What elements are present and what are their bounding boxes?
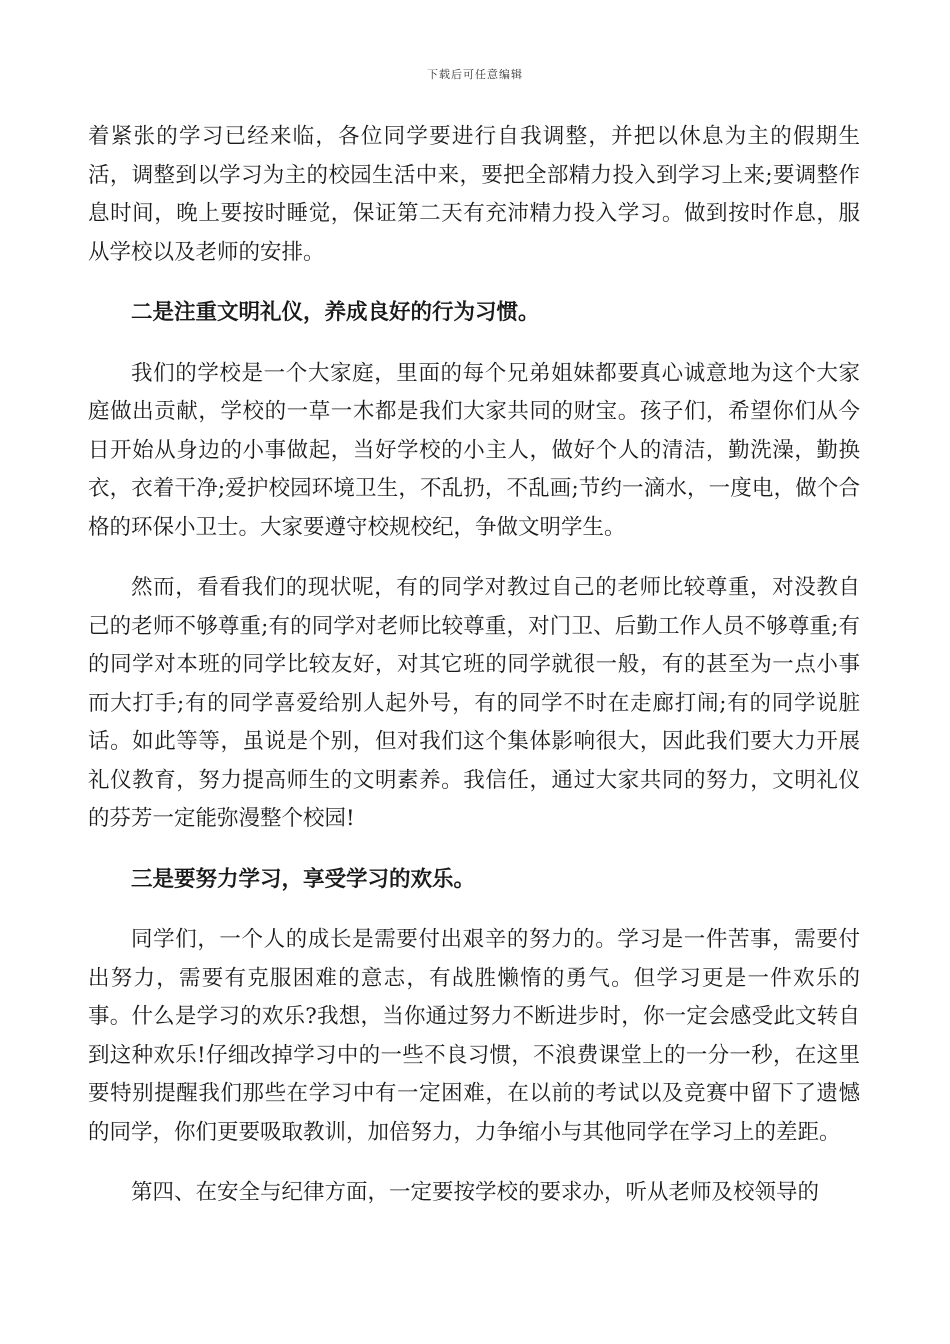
paragraph-gap bbox=[88, 547, 860, 569]
section-heading-3: 三是要努力学习，享受学习的欢乐。 bbox=[131, 866, 476, 892]
paragraph-5: 第四、在安全与纪律方面，一定要按学校的要求办，听从老师及校领导的 bbox=[131, 1180, 820, 1205]
paragraph-gap bbox=[88, 899, 860, 921]
paragraph-gap bbox=[88, 333, 860, 355]
paragraph-gap bbox=[88, 1152, 860, 1174]
paragraph-gap bbox=[88, 839, 860, 861]
paragraph-2: 我们的学校是一个大家庭，里面的每个兄弟姐妹都要真心诚意地为这个大家庭做出贡献，学校的一草一木都是我们大家共同的财宝。孩子们，希望你们从今日开始从身边的小事做起，当好学校的小主人，做好个人的清洁，勤洗澡，勤换衣，衣着干净;爱护校园环境卫生，不乱扔，不乱画;节约一滴水，一度电，做个合格的环保小卫士。大家要遵守校规校纪，争做文明学生。 bbox=[88, 360, 860, 540]
document-body bbox=[88, 118, 860, 1213]
paragraph-gap bbox=[88, 272, 860, 294]
page-header: 下载后可任意编辑 bbox=[427, 68, 523, 81]
paragraph-3: 然而，看看我们的现状呢，有的同学对教过自己的老师比较尊重，对没教自己的老师不够尊重;有的同学对老师比较尊重，对门卫、后勤工作人员不够尊重;有的同学对本班的同学比较友好，对其它班的同学就很一般，有的甚至为一点小事而大打手;有的同学喜爱给别人起外号，有的同学不时在走廊打闹;有的同学说脏话。如此等等，虽说是个别，但对我们这个集体影响很大，因此我们要大力开展礼仪教育，努力提高师生的文明素养。我信任，通过大家共同的努力，文明礼仪的芬芳一定能弥漫整个校园! bbox=[88, 575, 860, 831]
paragraph-1: 着紧张的学习已经来临，各位同学要进行自我调整，并把以休息为主的假期生活，调整到以学习为主的校园生活中来，要把全部精力投入到学习上来;要调整作息时间，晚上要按时睡觉，保证第二天有充沛精力投入学习。做到按时作息，服从学校以及老师的安排。 bbox=[88, 124, 860, 265]
paragraph-4: 同学们，一个人的成长是需要付出艰辛的努力的。学习是一件苦事，需要付出努力，需要有克服困难的意志，有战胜懒惰的勇气。但学习更是一件欢乐的事。什么是学习的欢乐?我想，当你通过努力不断进步时，你一定会感受此文转自 到这种欢乐!仔细改掉学习中的一些不良习惯，不浪费课堂上的一分一秒，在这里要特别提醒我们那些在学习中有一定困难，在以前的考试以及竞赛中留下了遗憾的同学，你们更要吸取教训，加倍努力，力争缩小与其他同学在学习上的差距。 bbox=[88, 927, 860, 1145]
section-heading-2: 二是注重文明礼仪，养成良好的行为习惯。 bbox=[131, 300, 540, 325]
